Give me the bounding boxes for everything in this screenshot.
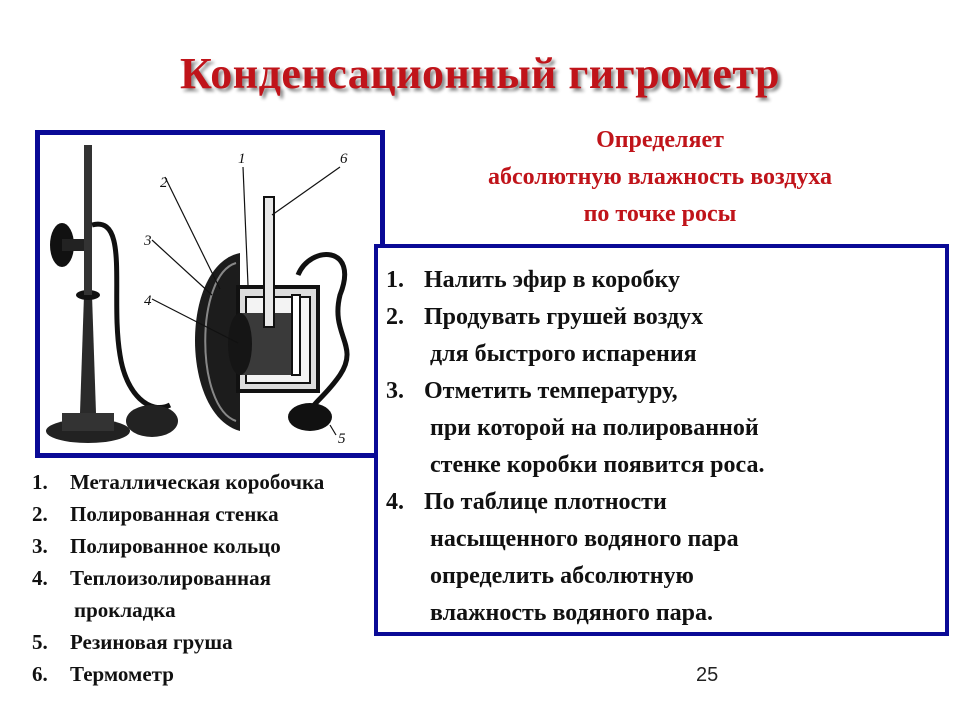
part-item: 1. Металлическая коробочка [32,470,325,494]
step-continuation: определить абсолютную [430,563,694,589]
part-item: 5. Резиновая груша [32,630,233,654]
callout-1: 1 [238,151,246,167]
stand-column [80,295,96,413]
subtitle-line-2: абсолютную влажность воздуха [487,164,833,190]
steps-box [374,244,949,636]
part-item-continuation: прокладка [74,598,176,622]
hygrometer-figure [35,130,385,458]
part-item: 2. Полированная стенка [32,502,279,526]
subtitle [400,122,920,233]
callout-6: 6 [340,151,348,167]
callout-4: 4 [144,293,152,309]
rubber-bulb [288,403,332,431]
subtitle-line-1: Определяет [596,127,724,153]
callout-2: 2 [160,175,168,191]
knob-shaft [62,239,84,251]
hygrometer-illustration [40,135,380,453]
stand-rod [84,145,92,295]
callout-5: 5 [338,431,346,447]
page-number: 25 [696,664,719,686]
step-continuation: насыщенного водяного пара [430,526,739,552]
stand-foot [62,413,114,431]
step-item: 2. Продувать грушей воздух [386,304,704,330]
subtitle-line-3: по точке росы [583,201,737,227]
thermometer [264,197,274,327]
part-item: 4. Теплоизолированная [32,566,271,590]
part-item: 6. Термометр [32,662,174,686]
step-continuation: для быстрого испарения [430,341,697,367]
bulb-left [126,405,178,437]
step-item: 4. По таблице плотности [386,489,667,515]
step-continuation: влажность водяного пара. [430,600,714,626]
step-continuation: при которой на полированной [430,415,759,441]
step-item: 3. Отметить температуру, [386,378,678,404]
parts-list [32,466,402,690]
part-item: 3. Полированное кольцо [32,534,281,558]
slide-title: Конденсационный гигрометр [180,49,780,98]
step-item: 1. Налить эфир в коробку [386,267,680,293]
step-continuation: стенке коробки появится роса. [430,452,765,478]
callout-3: 3 [144,233,152,249]
tube [92,224,170,407]
